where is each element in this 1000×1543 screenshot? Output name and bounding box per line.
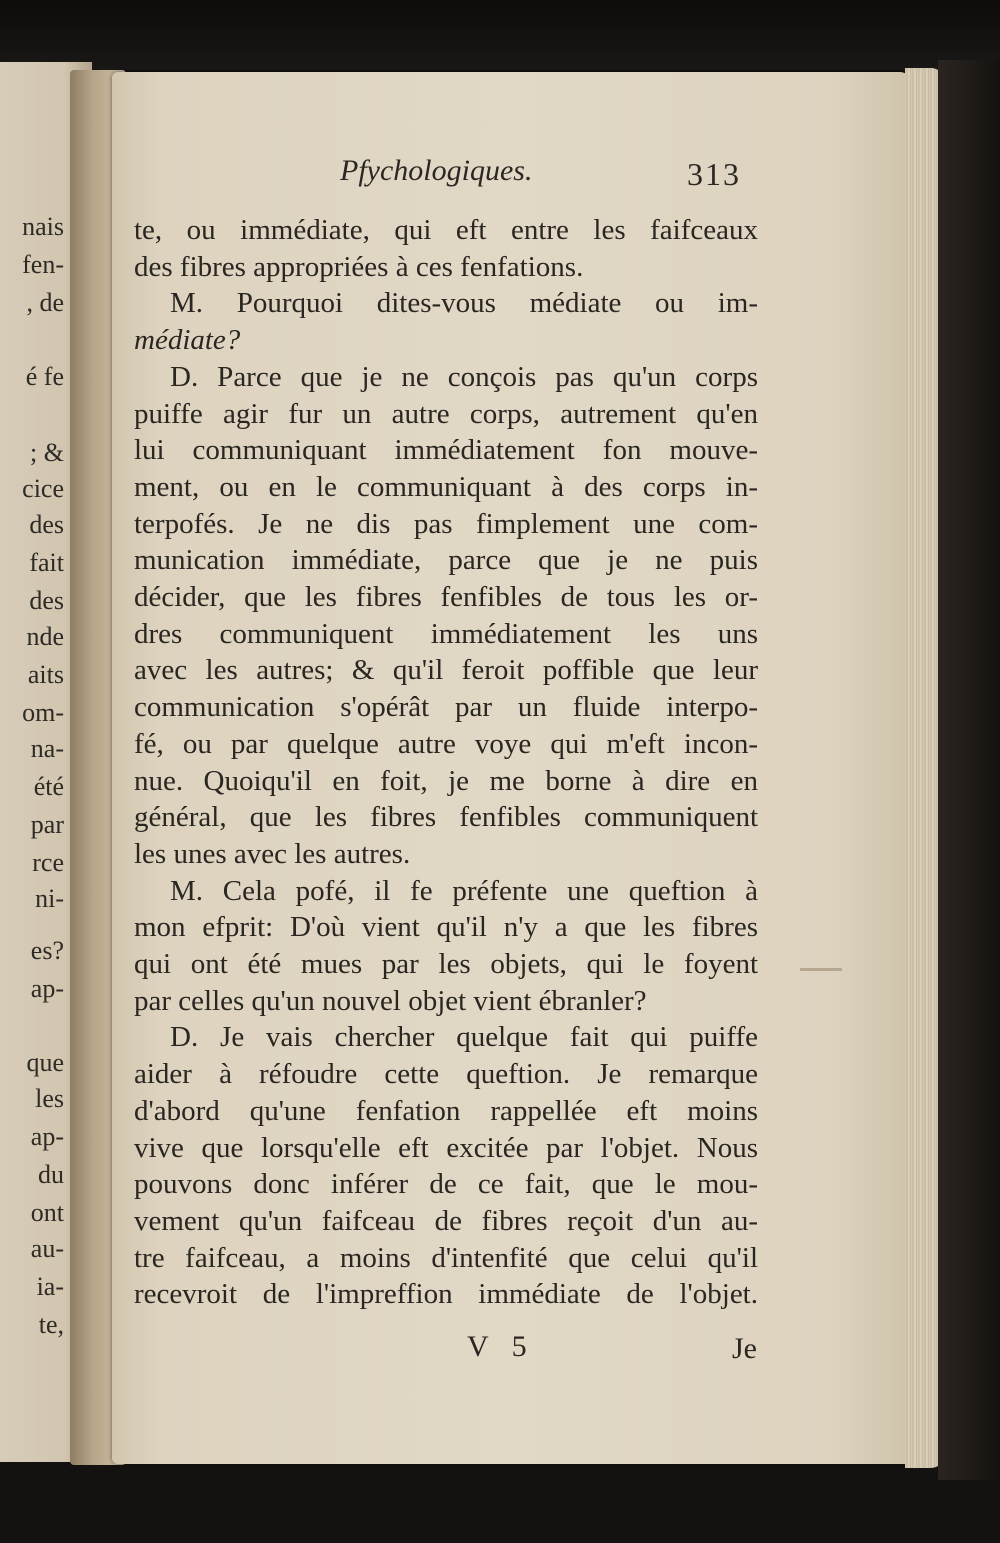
- text-line: dres communiquent immédiatement les uns: [134, 617, 758, 650]
- text-line: lui communiquant immédiatement fon mouve-: [134, 434, 758, 467]
- text-line: M. Cela pofé, il fe préfente une queftion à: [170, 874, 758, 907]
- text-line: des fibres appropriées à ces fenfations.: [134, 250, 584, 283]
- left-page-fragment: te,: [38, 1310, 64, 1339]
- left-page-fragment: es?: [30, 936, 64, 965]
- left-page-fragment: par: [30, 810, 64, 839]
- text-line: vive que lorsqu'elle eft excitée par l'objet. Nous: [134, 1131, 758, 1164]
- text-line: pouvons donc inférer de ce fait, que le mou-: [134, 1168, 758, 1201]
- text-line: qui ont été mues par les objets, qui le foyent: [134, 948, 758, 981]
- left-page-fragment: rce: [32, 848, 64, 877]
- left-page-fragment: ap-: [30, 1122, 64, 1151]
- text-line: fé, ou par quelque autre voye qui m'eft incon-: [134, 727, 758, 760]
- text-line: médiate?: [134, 324, 241, 357]
- left-page-fragment: fait: [29, 548, 64, 577]
- text-line: nue. Quoiqu'il en foit, je me borne à dire en: [134, 764, 758, 797]
- text-line: D. Parce que je ne conçois pas qu'un corps: [170, 360, 758, 393]
- left-page-fragment: des: [29, 510, 64, 539]
- text-line: D. Je vais chercher quelque fait qui puiffe: [170, 1021, 758, 1054]
- book-cover-edge: [938, 60, 1000, 1480]
- text-line: décider, que les fibres fenfibles de tous les or-: [134, 581, 758, 614]
- text-line: puiffe agir fur un autre corps, autrement qu'en: [134, 397, 758, 430]
- text-line: terpofés. Je ne dis pas fimplement une com-: [134, 507, 758, 540]
- text-line: d'abord qu'une fenfation rappellée eft moins: [134, 1094, 758, 1127]
- left-page-fragment: ; &: [30, 438, 64, 467]
- left-page-fragment: nde: [26, 622, 64, 651]
- signature-mark: V 5: [467, 1330, 535, 1363]
- left-page-fragment: fen-: [22, 250, 64, 279]
- text-line: avec les autres; & qu'il feroit poffible que leur: [134, 654, 758, 687]
- margin-dash: [800, 968, 842, 971]
- text-line: tre faifceau, a moins d'intenfité que celui qu'il: [134, 1241, 758, 1274]
- left-page-fragment: nais: [22, 212, 64, 241]
- text-line: vement qu'un faifceau de fibres reçoit d'un au-: [134, 1204, 758, 1237]
- left-page-fragment: ap-: [30, 974, 64, 1003]
- text-line: ment, ou en le communiquant à des corps in-: [134, 470, 758, 503]
- left-page-fragment: aits: [27, 660, 64, 689]
- left-page-fragment: , de: [26, 288, 64, 317]
- running-head: Pfychologiques.: [340, 154, 533, 187]
- left-page-fragment: ni-: [35, 884, 64, 913]
- left-page-fragment: les: [35, 1084, 64, 1113]
- text-line: mon efprit: D'où vient qu'il n'y a que les fibres: [134, 911, 758, 944]
- text-line: général, que les fibres fenfibles communiquent: [134, 801, 758, 834]
- left-page-fragment: ont: [30, 1198, 64, 1227]
- text-line: aider à réfoudre cette queftion. Je remarque: [134, 1058, 758, 1091]
- text-line: communication s'opérât par un fluide interpo-: [134, 691, 758, 724]
- text-line: les unes avec les autres.: [134, 837, 411, 870]
- page-header: [112, 150, 910, 200]
- left-page-fragment: du: [38, 1160, 64, 1189]
- left-page-fragment: au-: [30, 1234, 64, 1263]
- text-line: M. Pourquoi dites-vous médiate ou im-: [170, 287, 758, 320]
- body-text: [134, 212, 758, 1313]
- page-number: 313: [687, 156, 741, 192]
- left-page-fragment: cice: [22, 474, 64, 503]
- left-page-fragment: ia-: [36, 1272, 64, 1301]
- text-line: munication immédiate, parce que je ne puis: [134, 544, 758, 577]
- left-page-fragment: été: [33, 772, 64, 801]
- left-page-fragment: des: [29, 586, 64, 615]
- left-page-fragment: om-: [22, 698, 64, 727]
- catchword: Je: [732, 1332, 757, 1365]
- left-page-fragment: é fe: [25, 362, 64, 391]
- text-line: par celles qu'un nouvel objet vient ébranler?: [134, 984, 647, 1017]
- page-footer: [112, 1330, 910, 1380]
- background-top: [0, 0, 1000, 70]
- left-page-fragment: que: [26, 1048, 64, 1077]
- text-line: te, ou immédiate, qui eft entre les faifceaux: [134, 214, 758, 246]
- text-line: recevroit de l'impreffion immédiate de l'objet.: [134, 1278, 758, 1311]
- left-page-fragment: na-: [30, 734, 64, 763]
